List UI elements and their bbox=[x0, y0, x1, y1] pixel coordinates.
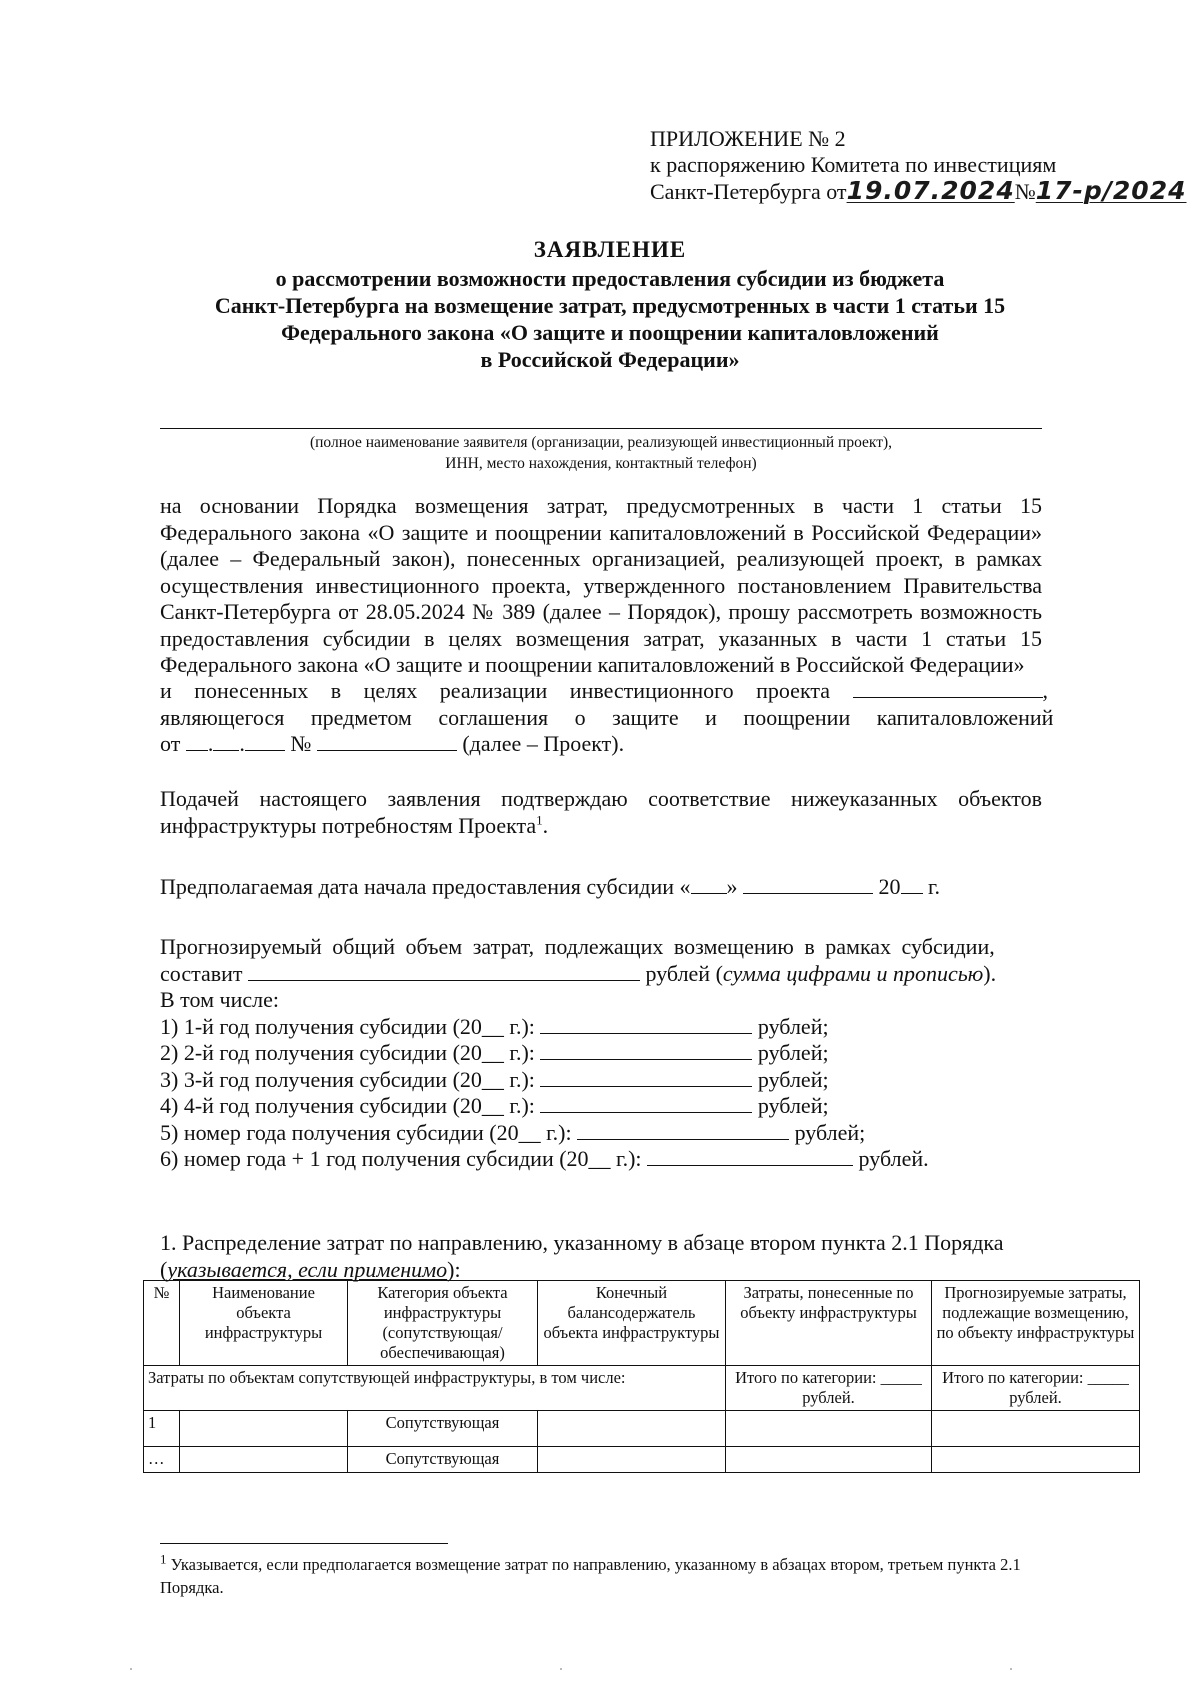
start-year-field[interactable] bbox=[901, 875, 923, 894]
year-line-6 bbox=[160, 1146, 1060, 1173]
section-1-line-1: 1. Распределение затрат по направлению, указанному в абзаце втором пункта 2.1 Порядка bbox=[160, 1230, 1004, 1255]
year-5-amount-field[interactable] bbox=[577, 1121, 789, 1140]
title-main: ЗАЯВЛЕНИЕ bbox=[533, 237, 687, 262]
project-line: и понесенных в целях реализации инвестиционного проекта , bbox=[160, 678, 1048, 703]
project-name-field[interactable] bbox=[853, 679, 1043, 698]
appendix-title: ПРИЛОЖЕНИЕ № 2 bbox=[650, 126, 846, 151]
header-number: № bbox=[144, 1281, 180, 1366]
year-line-1 bbox=[160, 1014, 1060, 1041]
group-total-incurred[interactable]: Итого по категории: _____ рублей. bbox=[726, 1366, 932, 1411]
rub-label: рублей; bbox=[757, 1013, 829, 1039]
title-line-3: Федерального закона «О защите и поощрении капиталовложений bbox=[281, 320, 939, 345]
forecast-rub-label: рублей ( bbox=[645, 960, 723, 986]
applicant-caption-line-1: (полное наименование заявителя (организации, реализующей инвестиционный проект), bbox=[309, 434, 893, 451]
scan-speck bbox=[130, 1668, 132, 1670]
agreement-number-label: № bbox=[290, 731, 312, 756]
section-1-paren-close: ): bbox=[447, 1256, 461, 1282]
rub-label: рублей; bbox=[757, 1040, 829, 1065]
start-day-quote: » bbox=[726, 874, 738, 899]
start-year-suffix: г. bbox=[928, 874, 941, 899]
from-label: от bbox=[160, 731, 181, 756]
forecast-line-end: ). bbox=[983, 960, 997, 986]
scan-speck bbox=[560, 1668, 562, 1670]
project-line-text: и понесенных в целях реализации инвестиционного проекта bbox=[160, 678, 830, 703]
footnote-text: Указывается, если предполагается возмещение затрат по направлению, указанному в абзацах втором, третьем пункта 2.1 Порядка. bbox=[160, 1555, 1021, 1597]
applicant-caption-line-2: ИНН, место нахождения, контактный телефон) bbox=[445, 455, 757, 472]
row-category: Сопутствующая bbox=[348, 1411, 538, 1447]
row-forecast-cell[interactable] bbox=[932, 1411, 1140, 1447]
rub-label: рублей; bbox=[794, 1119, 866, 1145]
header-costs-incurred: Затраты, понесенные по объекту инфраструктуры bbox=[726, 1281, 932, 1366]
year-line-label: 4) 4-й год получения субсидии (20__ г.): bbox=[160, 1093, 535, 1118]
year-3-amount-field[interactable] bbox=[540, 1068, 752, 1087]
year-line-4 bbox=[160, 1093, 1060, 1120]
agreement-month-field[interactable] bbox=[213, 732, 239, 751]
section-1-hint: указывается, если применимо bbox=[167, 1256, 448, 1282]
row-holder-cell[interactable] bbox=[538, 1447, 726, 1473]
number-sign: № bbox=[1014, 179, 1036, 204]
year-line-label: 3) 3-й год получения субсидии (20__ г.): bbox=[160, 1066, 535, 1092]
footnote bbox=[160, 1553, 1060, 1599]
year-line-3 bbox=[160, 1067, 1060, 1094]
year-line-2 bbox=[160, 1040, 1060, 1067]
year-line-label: 6) номер года + 1 год получения субсидии (20__ г.): bbox=[160, 1146, 642, 1171]
footnote-mark: 1 bbox=[160, 1551, 167, 1567]
forecast-line-1: Прогнозируемый общий объем затрат, подлежащих возмещению в рамках субсидии, bbox=[160, 934, 995, 959]
appendix-header bbox=[650, 126, 1187, 205]
handwritten-date: 19.07.2024 bbox=[846, 176, 1015, 205]
year-4-amount-field[interactable] bbox=[540, 1094, 752, 1113]
start-date-label: Предполагаемая дата начала предоставления субсидии « bbox=[160, 874, 691, 899]
paragraph-confirmation-text: Подачей настоящего заявления подтверждаю соответствие нижеуказанных объектов инфраструктуры потребностям Проекта bbox=[160, 786, 1042, 838]
agreement-line-end: (далее – Проект). bbox=[462, 731, 625, 756]
row-number: … bbox=[144, 1447, 180, 1473]
row-forecast-cell[interactable] bbox=[932, 1447, 1140, 1473]
applicant-caption bbox=[160, 432, 1042, 474]
scan-speck bbox=[1010, 1668, 1012, 1670]
year-line-label: 2) 2-й год получения субсидии (20__ г.): bbox=[160, 1040, 535, 1065]
rub-label: рублей; bbox=[757, 1066, 829, 1092]
agreement-date-line: от . . № (далее – Проект). bbox=[160, 731, 625, 756]
header-forecast-costs: Прогнозируемые затраты, подлежащие возмещению, по объекту инфраструктуры bbox=[932, 1281, 1140, 1366]
appendix-line-3-prefix: Санкт-Петербурга от bbox=[650, 179, 847, 204]
costs-table bbox=[143, 1280, 1140, 1473]
section-1-paren-open: ( bbox=[160, 1256, 168, 1282]
year-line-label: 5) номер года получения субсидии (20__ г.): bbox=[160, 1119, 572, 1145]
row-holder-cell[interactable] bbox=[538, 1411, 726, 1447]
header-holder: Конечный балансодержатель объекта инфраструктуры bbox=[538, 1281, 726, 1366]
including-label: В том числе: bbox=[160, 987, 279, 1012]
paragraph-basis-text: на основании Порядка возмещения затрат, предусмотренных в части 1 статьи 15 Федерального закона «О защите и поощрении капиталовложений в Российской Федерации» (далее – Федеральный закон), понесенных организацией, реализующей проект, в рамках осуществления инвестиционного проекта, утвержденного постановлением Правительства Санкт-Петербурга от 28.05.2024 № 389 (далее – Порядок), прошу рассмотреть возможность предоставления субсидии в целях возмещения затрат, указанных в части 1 статьи 15 Федерального закона «О защите и поощрении капиталовложений в Российской Федерации» bbox=[160, 493, 1042, 677]
year-line-5 bbox=[160, 1120, 1060, 1147]
paragraph-basis-continuation bbox=[160, 678, 1060, 758]
year-line-label: 1) 1-й год получения субсидии (20__ г.): bbox=[160, 1013, 535, 1039]
footnote-ref: 1 bbox=[536, 812, 543, 828]
table-group-row bbox=[144, 1366, 1140, 1411]
title-line-2: Санкт-Петербурга на возмещение затрат, предусмотренных в части 1 статьи 15 bbox=[214, 293, 1006, 318]
footnote-rule bbox=[160, 1543, 448, 1544]
year-1-amount-field[interactable] bbox=[540, 1015, 752, 1034]
header-object-name: Наименование объекта инфраструктуры bbox=[180, 1281, 348, 1366]
row-incurred-cell[interactable] bbox=[726, 1411, 932, 1447]
row-number: 1 bbox=[144, 1411, 180, 1447]
row-object-name-cell[interactable] bbox=[180, 1447, 348, 1473]
agreement-day-field[interactable] bbox=[186, 732, 208, 751]
forecast-hint: сумма цифрами и прописью bbox=[722, 960, 984, 986]
rub-label: рублей. bbox=[858, 1146, 929, 1171]
appendix-line-3 bbox=[650, 178, 1187, 205]
table-header-row bbox=[144, 1281, 1140, 1366]
row-incurred-cell[interactable] bbox=[726, 1447, 932, 1473]
title-line-1: о рассмотрении возможности предоставления субсидии из бюджета bbox=[275, 266, 945, 291]
row-category: Сопутствующая bbox=[348, 1447, 538, 1473]
document-title bbox=[160, 236, 1060, 373]
agreement-number-field[interactable] bbox=[317, 732, 457, 751]
agreement-year-field[interactable] bbox=[245, 732, 285, 751]
applicant-name-field[interactable] bbox=[160, 428, 1042, 429]
header-category: Категория объекта инфраструктуры (сопутствующая/ обеспечивающая) bbox=[348, 1281, 538, 1366]
row-object-name-cell[interactable] bbox=[180, 1411, 348, 1447]
group-label: Затраты по объектам сопутствующей инфраструктуры, в том числе: bbox=[144, 1366, 726, 1411]
section-1-heading bbox=[160, 1230, 1060, 1283]
table-row bbox=[144, 1411, 1140, 1447]
paragraph-start-date bbox=[160, 874, 1060, 901]
forecast-line-2 bbox=[160, 961, 1060, 988]
forecast-total-label: составит bbox=[160, 960, 243, 986]
start-day-field[interactable] bbox=[691, 875, 727, 894]
group-total-forecast[interactable]: Итого по категории: _____ рублей. bbox=[932, 1366, 1140, 1411]
year-6-amount-field[interactable] bbox=[647, 1147, 853, 1166]
paragraph-basis bbox=[160, 493, 1042, 679]
rub-label: рублей; bbox=[757, 1093, 829, 1118]
start-year-prefix: 20 bbox=[878, 874, 901, 899]
table-row bbox=[144, 1447, 1140, 1473]
forecast-total-field[interactable] bbox=[248, 962, 640, 981]
title-line-4: в Российской Федерации» bbox=[480, 347, 740, 372]
year-2-amount-field[interactable] bbox=[540, 1041, 752, 1060]
paragraph-confirmation: Подачей настоящего заявления подтверждаю соответствие нижеуказанных объектов инфраструктуры потребностям Проекта$^1$. bbox=[160, 786, 1042, 838]
agreement-line: являющегося предметом соглашения о защите и поощрении капиталовложений bbox=[160, 704, 1054, 730]
handwritten-number: 17-р/2024 bbox=[1035, 176, 1187, 205]
start-month-field[interactable] bbox=[743, 875, 873, 894]
paragraph-forecast bbox=[160, 934, 1060, 1173]
appendix-line-2: к распоряжению Комитета по инвестициям bbox=[650, 152, 1057, 177]
